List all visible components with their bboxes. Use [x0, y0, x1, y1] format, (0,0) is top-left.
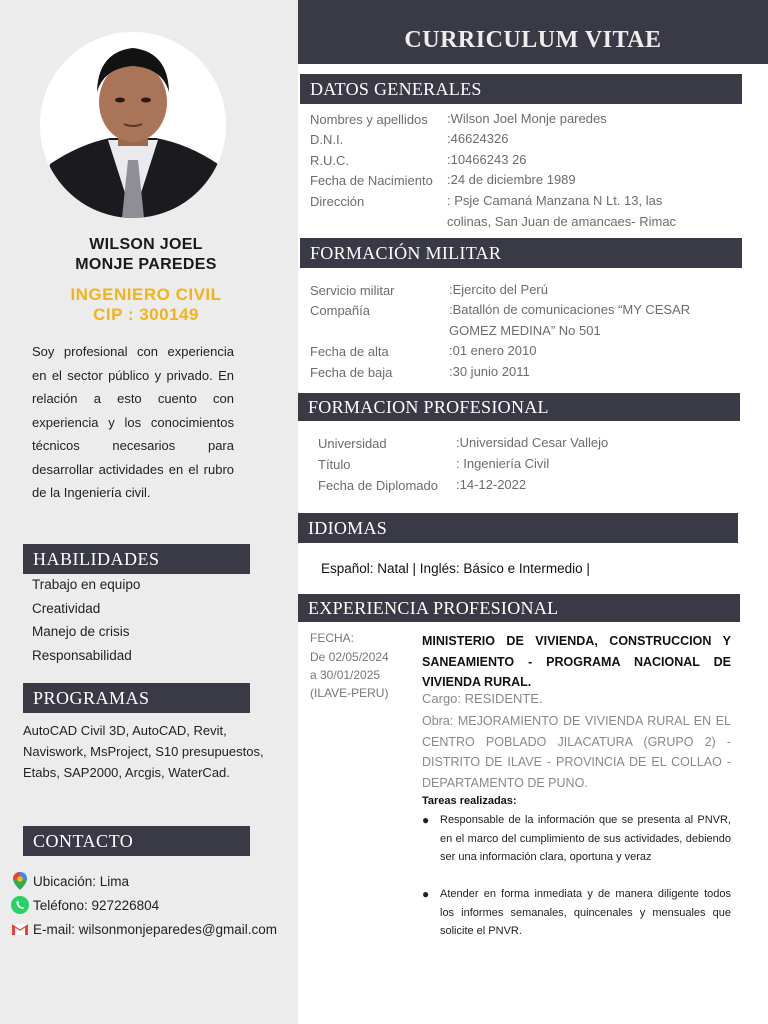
- task-text: Atender en forma inmediata y de manera diligente todos los informes semanales, quincenales y mensuales que solicite el PNVR.: [440, 888, 731, 937]
- task-text: Responsable de la información que se presenta al PNVR, en el marco del cumplimiento de sus actividades, debiendo ser una información clara, oportuna y veraz: [440, 814, 731, 863]
- general-value: :Wilson Joel Monje paredes: [447, 111, 607, 126]
- location-text: Ubicación: Lima: [33, 873, 130, 889]
- general-header: DATOS GENERALES: [300, 74, 742, 104]
- skills-header: HABILIDADES: [23, 544, 250, 574]
- military-value: :30 junio 2011: [449, 364, 530, 379]
- general-value: :46624326: [447, 131, 509, 146]
- programs-header: PROGRAMAS: [23, 683, 250, 713]
- general-value: :24 de diciembre 1989: [447, 172, 576, 187]
- military-label: Servicio militar: [310, 283, 395, 298]
- skill-item: Creatividad: [32, 601, 101, 616]
- task-item: [422, 811, 731, 867]
- contact-phone: [10, 895, 159, 915]
- military-label: Fecha de baja: [310, 365, 393, 380]
- bullet-icon: ●: [422, 813, 430, 827]
- general-label: Fecha de Nacimiento: [310, 173, 433, 188]
- contact-location: [10, 871, 129, 891]
- general-label: R.U.C.: [310, 153, 349, 168]
- task-item: [422, 885, 731, 941]
- programs-list: AutoCAD Civil 3D, AutoCAD, Revit, Naviswork, MsProject, S10 presupuestos, Etabs, SAP2000, Arcgis, WaterCad.: [23, 723, 264, 780]
- cv-title: CURRICULUM VITAE: [298, 0, 768, 64]
- education-label: Universidad: [318, 436, 387, 451]
- general-label: Dirección: [310, 194, 365, 209]
- experience-header: EXPERIENCIA PROFESIONAL: [298, 594, 740, 622]
- gmail-icon: [10, 919, 30, 939]
- military-value: :Batallón de comunicaciones “MY CESAR GOMEZ MEDINA” No 501: [449, 302, 691, 338]
- cip-number: CIP : 300149: [93, 305, 199, 324]
- experience-project: Obra: MEJORAMIENTO DE VIVIENDA RURAL EN EL CENTRO POBLADO JILACATURA (GRUPO 2) - DISTRITO DE ILAVE - PROVINCIA DE EL COLLAO - DEPARTAMENTO DE PUNO.: [422, 714, 731, 790]
- skill-item: Trabajo en equipo: [32, 577, 141, 592]
- education-label: Título: [318, 457, 351, 472]
- general-value: :10466243 26: [447, 152, 527, 167]
- skill-item: Manejo de crisis: [32, 624, 130, 639]
- profile-summary: Soy profesional con experiencia en el sector público y privado. En relación a esto cuento con experiencia y los conocimientos técnicos necesarios para desarrollar actividades en el rubro de la Ingeniería civil.: [32, 344, 234, 500]
- languages-header: IDIOMAS: [298, 513, 738, 543]
- general-value: : Psje Camaná Manzana N Lt. 13, las colinas, San Juan de amancaes- Rimac: [447, 193, 677, 229]
- experience-date-to: a 30/01/2025: [310, 668, 381, 682]
- general-label: D.N.I.: [310, 132, 344, 147]
- education-label: Fecha de Diplomado: [318, 478, 438, 493]
- military-label: Fecha de alta: [310, 344, 389, 359]
- contact-email: [10, 919, 277, 939]
- education-value: : Ingeniería Civil: [456, 456, 550, 471]
- military-value: :Ejercito del Perú: [449, 282, 548, 297]
- skill-item: Responsabilidad: [32, 648, 132, 663]
- email-link[interactable]: E-mail: wilsonmonjeparedes@gmail.com: [33, 921, 278, 937]
- bullet-icon: ●: [422, 887, 430, 901]
- professional-title: INGENIERO CIVIL: [70, 285, 222, 304]
- experience-role: Cargo: RESIDENTE.: [422, 691, 543, 706]
- education-value: :14-12-2022: [456, 477, 527, 492]
- education-value: :Universidad Cesar Vallejo: [456, 435, 609, 450]
- whatsapp-icon: [10, 895, 30, 915]
- phone-text: Teléfono: 927226804: [33, 897, 160, 913]
- education-header: FORMACION PROFESIONAL: [298, 393, 740, 421]
- contact-header: CONTACTO: [23, 826, 250, 856]
- profile-photo: [40, 32, 226, 218]
- left-column: [0, 0, 298, 1024]
- military-header: FORMACIÓN MILITAR: [300, 238, 742, 268]
- experience-place: (ILAVE-PERU): [310, 686, 389, 700]
- name-first: WILSON JOEL: [89, 236, 203, 253]
- languages-text: Español: Natal | Inglés: Básico e Intermedio |: [321, 561, 590, 576]
- experience-employer: MINISTERIO DE VIVIENDA, CONSTRUCCION Y SANEAMIENTO - PROGRAMA NACIONAL DE VIVIENDA RURAL.: [422, 634, 731, 689]
- map-pin-icon: [10, 871, 30, 891]
- general-label: Nombres y apellidos: [310, 112, 428, 127]
- experience-date-from: De 02/05/2024: [310, 650, 389, 664]
- name-last: MONJE PAREDES: [75, 256, 217, 273]
- military-value: :01 enero 2010: [449, 343, 537, 358]
- experience-tasks-label: Tareas realizadas:: [422, 795, 517, 807]
- military-label: Compañía: [310, 303, 370, 318]
- experience-date-label: FECHA:: [310, 631, 355, 645]
